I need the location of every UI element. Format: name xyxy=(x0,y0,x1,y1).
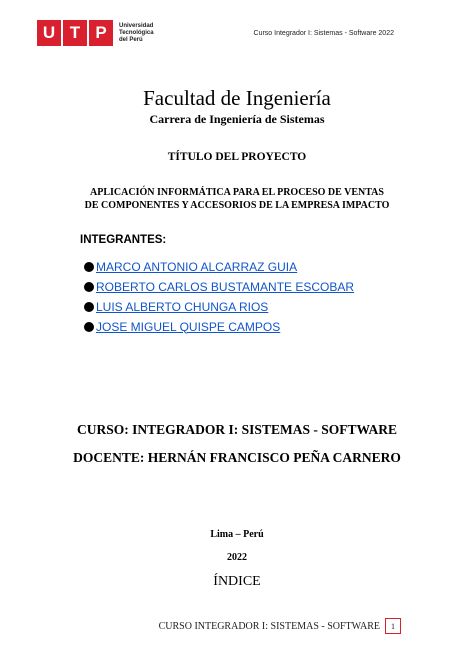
member-link[interactable]: MARCO ANTONIO ALCARRAZ GUIA xyxy=(96,259,298,274)
logo-line-2: Tecnológica xyxy=(119,29,154,36)
list-item xyxy=(84,318,354,335)
member-link[interactable]: ROBERTO CARLOS BUSTAMANTE ESCOBAR xyxy=(96,279,355,294)
page-number: 1 xyxy=(385,618,401,634)
project-title-line-1: APLICACIÓN INFORMÁTICA PARA EL PROCESO DE VENTAS xyxy=(90,187,384,198)
logo-letter-u: U xyxy=(37,20,61,46)
list-item xyxy=(84,278,354,295)
bullet-icon xyxy=(84,322,94,332)
logo-university-name xyxy=(119,23,154,44)
course-name: CURSO: INTEGRADOR I: SISTEMAS - SOFTWARE xyxy=(77,422,397,437)
teacher-name: DOCENTE: HERNÁN FRANCISCO PEÑA CARNERO xyxy=(73,450,401,465)
list-item xyxy=(84,298,354,315)
bullet-icon xyxy=(84,262,94,272)
bullet-icon xyxy=(84,282,94,292)
member-link[interactable]: LUIS ALBERTO CHUNGA RIOS xyxy=(96,299,269,314)
page-footer xyxy=(159,618,401,634)
year-text: 2022 xyxy=(227,552,247,563)
list-item xyxy=(84,258,354,275)
project-title xyxy=(0,186,474,212)
footer-text: CURSO INTEGRADOR I: SISTEMAS - SOFTWARE xyxy=(158,620,380,632)
faculty-title: Facultad de Ingeniería xyxy=(143,86,331,110)
members-label: INTEGRANTES: xyxy=(80,234,167,246)
logo-letter-t: T xyxy=(63,20,87,46)
utp-logo xyxy=(37,20,154,46)
project-title-label: TÍTULO DEL PROYECTO xyxy=(167,151,307,163)
logo-letter-p: P xyxy=(89,20,113,46)
members-list xyxy=(84,258,354,338)
logo-line-3: del Perú xyxy=(119,36,143,43)
index-heading: ÍNDICE xyxy=(213,574,261,589)
header-course-title: Curso Integrador I: Sistemas - Software 2022 xyxy=(253,30,394,37)
logo-line-1: Universidad xyxy=(119,22,154,29)
bullet-icon xyxy=(84,302,94,312)
member-link[interactable]: JOSE MIGUEL QUISPE CAMPOS xyxy=(96,319,281,334)
project-title-line-2: DE COMPONENTES Y ACCESORIOS DE LA EMPRESA IMPACTO xyxy=(84,200,390,211)
career-subtitle: Carrera de Ingeniería de Sistemas xyxy=(149,112,325,126)
place-text: Lima – Perú xyxy=(210,529,264,540)
